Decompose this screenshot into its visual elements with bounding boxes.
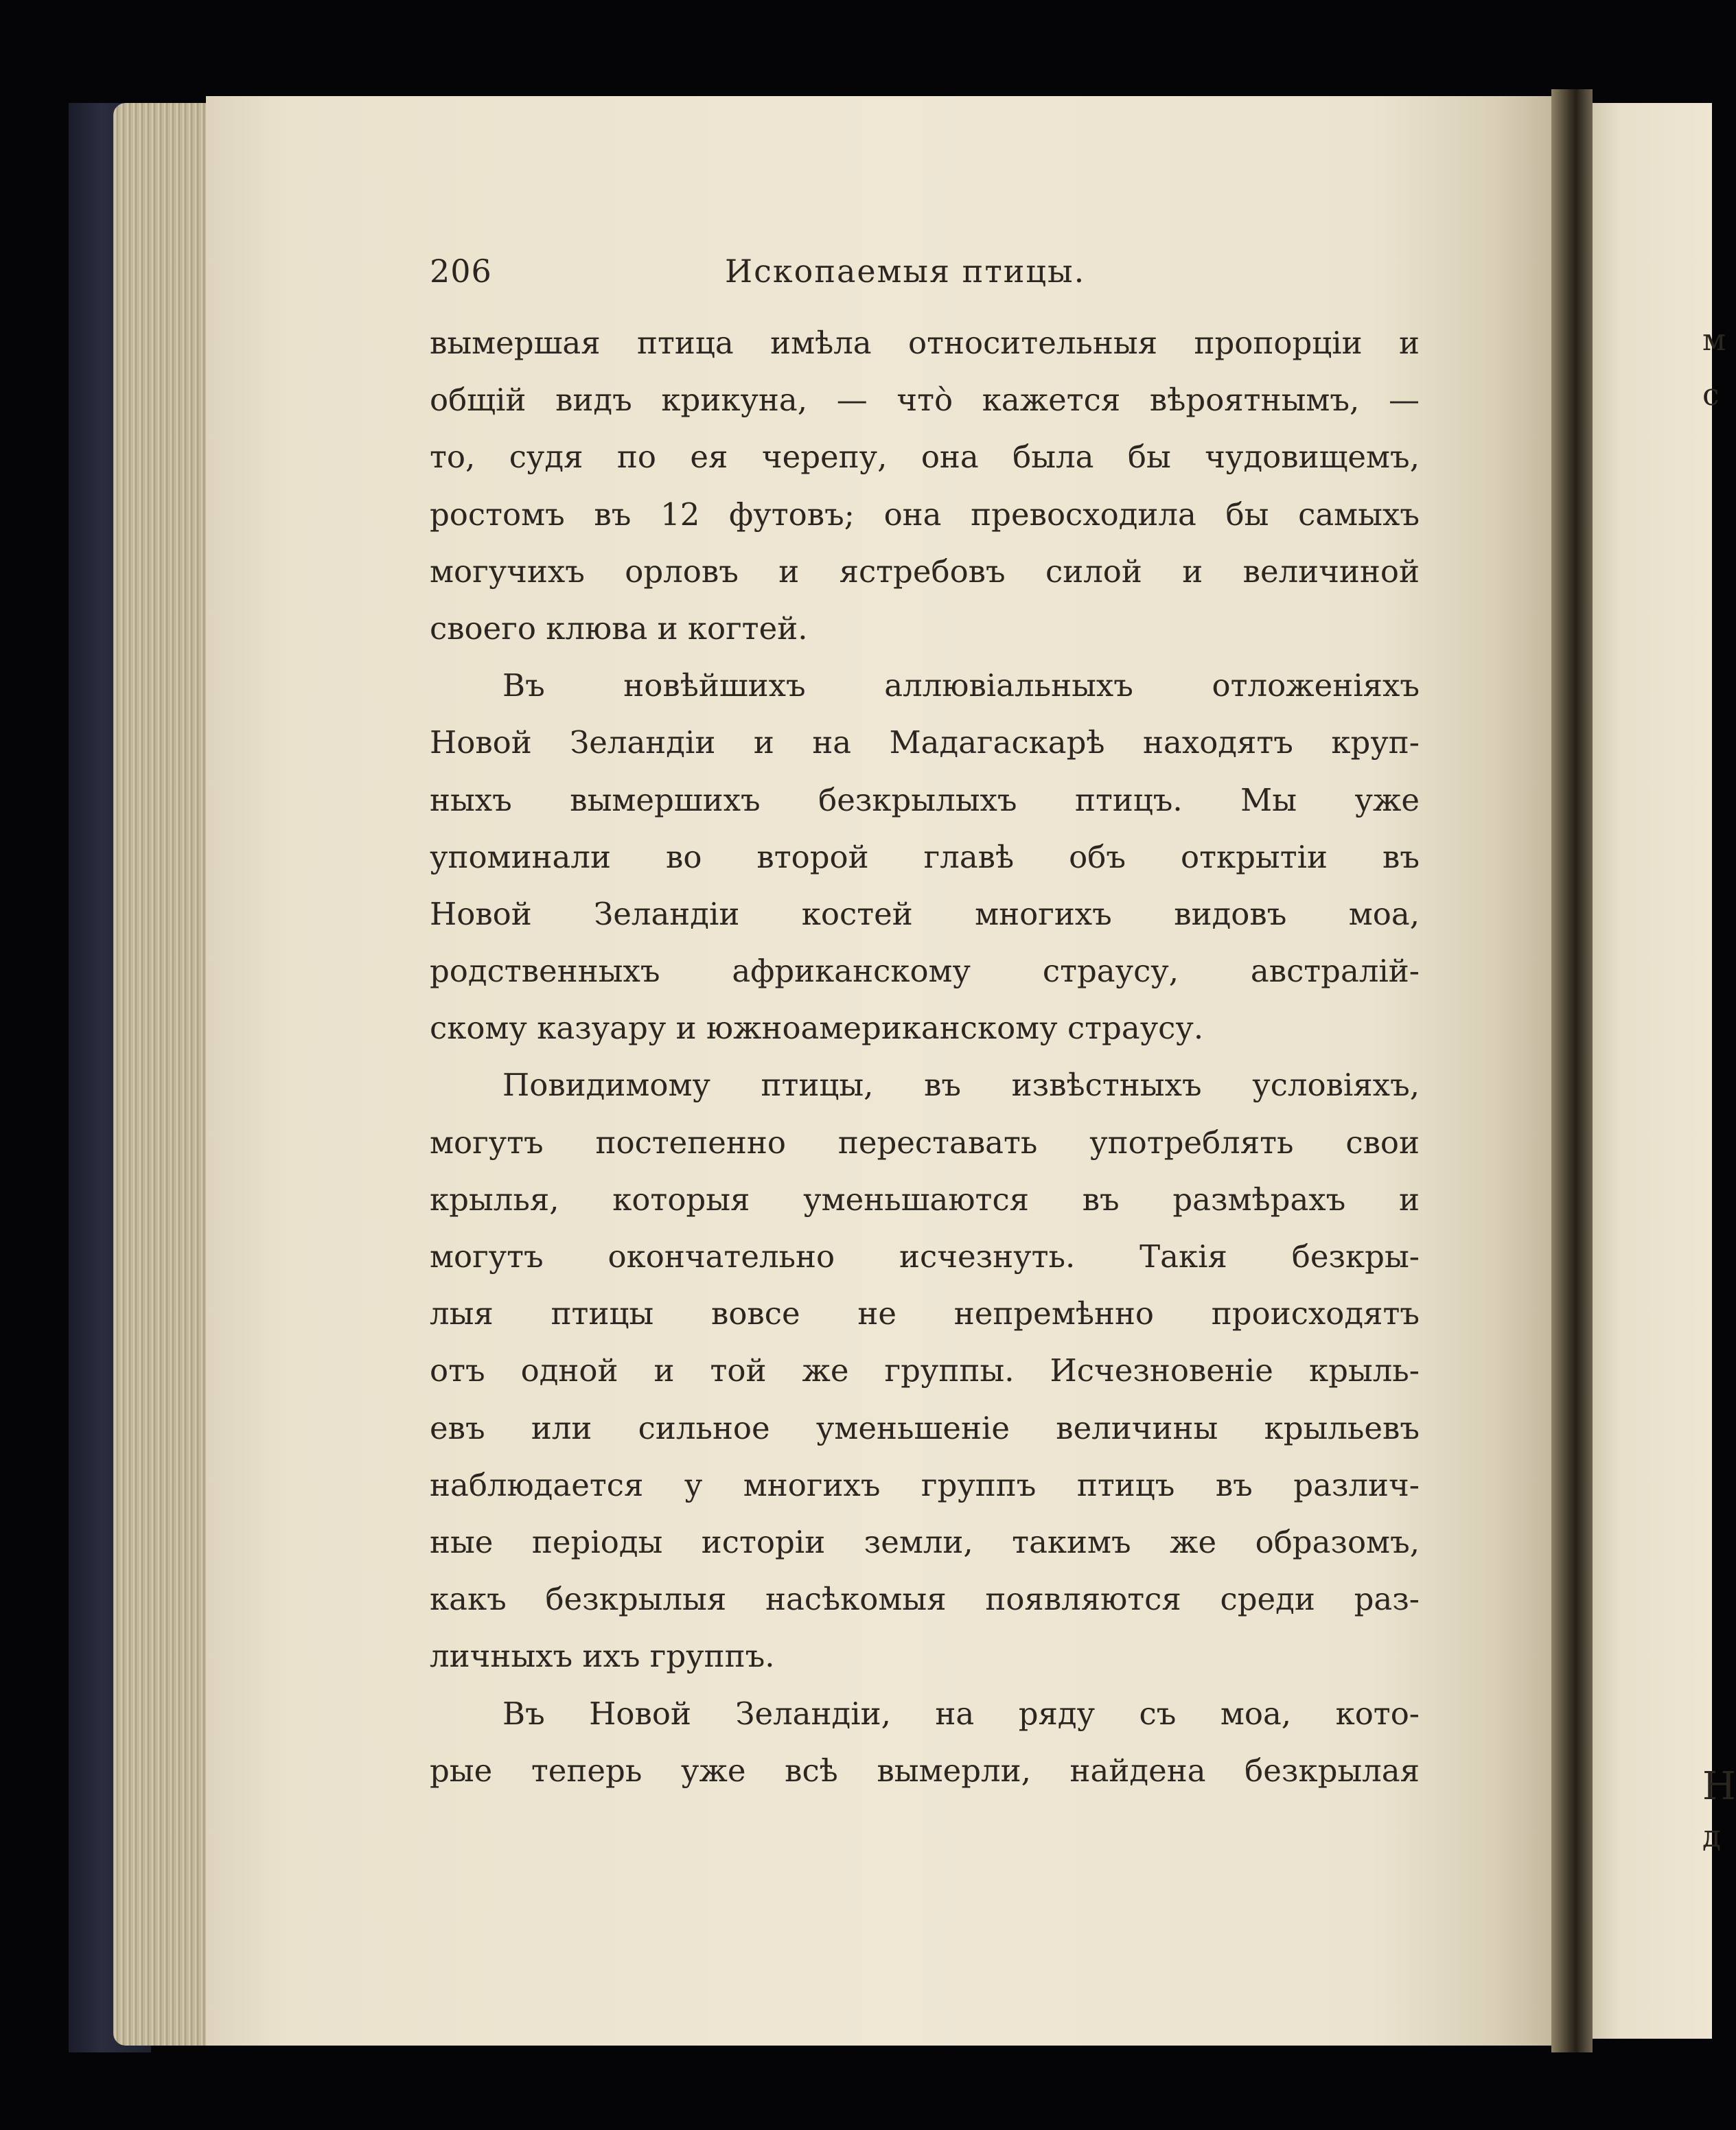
text-line: общій видъ крикуна, — что̀ кажется вѣроятнымъ, —	[430, 382, 1420, 419]
facing-page	[1579, 103, 1736, 2039]
text-line: Повидимому птицы, въ извѣстныхъ условіяхъ,	[502, 1067, 1420, 1104]
text-line: могутъ постепенно переставать употреблять свои	[430, 1124, 1420, 1161]
facing-page-fragment: м	[1702, 323, 1726, 358]
text-line: отъ одной и той же группы. Исчезновеніе крыль-	[430, 1352, 1420, 1389]
text-line: могутъ окончательно исчезнуть. Такія безкры-	[430, 1238, 1420, 1275]
text-line: родственныхъ африканскому страусу, австралій-	[430, 953, 1420, 990]
book-gutter	[1551, 89, 1593, 2052]
text-line: вымершая птица имѣла относительныя пропорціи и	[430, 325, 1420, 361]
text-line: своего клюва и когтей.	[430, 610, 808, 647]
text-line: Въ новѣйшихъ аллювіальныхъ отложеніяхъ	[502, 667, 1420, 704]
text-line: личныхъ ихъ группъ.	[430, 1638, 775, 1675]
text-line: наблюдается у многихъ группъ птицъ въ различ-	[430, 1466, 1420, 1503]
text-line: могучихъ орловъ и ястребовъ силой и величиной	[430, 553, 1420, 590]
text-line: то, судя по ея черепу, она была бы чудовищемъ,	[430, 439, 1420, 476]
text-line: Новой Зеландіи костей многихъ видовъ моа,	[430, 895, 1420, 932]
text-line: Новой Зеландіи и на Мадагаскарѣ находятъ круп-	[430, 724, 1420, 761]
text-line: скому казуару и южноамериканскому страусу.	[430, 1010, 1204, 1047]
text-line: лыя птицы вовсе не непремѣнно происходятъ	[430, 1295, 1420, 1332]
text-line: какъ безкрылыя насѣкомыя появляются среди раз-	[430, 1581, 1420, 1618]
page-text	[430, 246, 1420, 1799]
page-number: 206	[430, 253, 492, 290]
page-stack-edges	[113, 103, 220, 2046]
running-head	[430, 246, 1420, 314]
text-line: ныхъ вымершихъ безкрылыхъ птицъ. Мы уже	[430, 781, 1420, 818]
text-line: евъ или сильное уменьшеніе величины крыльевъ	[430, 1409, 1420, 1446]
text-line: Въ Новой Зеландіи, на ряду съ моа, кото-	[502, 1695, 1420, 1732]
text-line: рые теперь уже всѣ вымерли, найдена безкрылая	[430, 1752, 1420, 1789]
facing-page-fragment: Н	[1702, 1764, 1736, 1809]
text-line: крылья, которыя уменьшаются въ размѣрахъ и	[430, 1181, 1420, 1218]
text-line: ные періоды исторіи земли, такимъ же образомъ,	[430, 1523, 1420, 1560]
text-line: ростомъ въ 12 футовъ; она превосходила бы самыхъ	[430, 496, 1420, 533]
facing-page-fragment: д	[1702, 1819, 1722, 1854]
facing-page-fragment: с	[1702, 378, 1720, 413]
page-title: Ископаемыя птицы.	[725, 253, 1086, 290]
text-line: упоминали во второй главѣ объ открытіи въ	[430, 838, 1420, 875]
